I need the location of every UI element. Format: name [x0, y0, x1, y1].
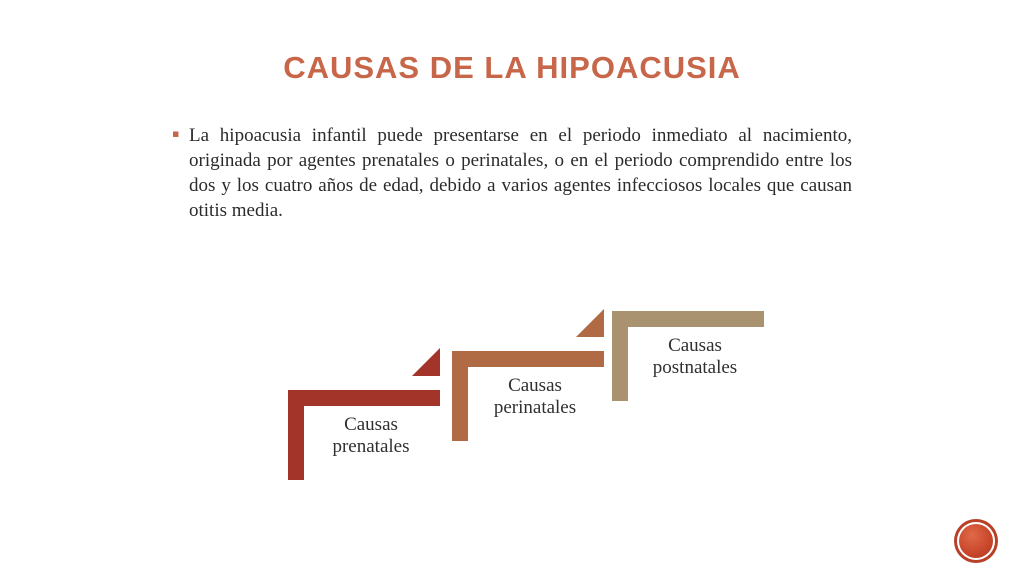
- slide-number-circle-icon: [957, 522, 995, 560]
- step-arrow-tip-perinatal: [576, 309, 604, 337]
- bullet-item: [170, 123, 852, 223]
- step-arrow-tip-prenatal: [412, 348, 440, 376]
- step-label-perinatal: Causas perinatales: [493, 375, 577, 418]
- square-bullet-icon: ▪: [172, 127, 180, 140]
- process-step-prenatal: [288, 348, 440, 480]
- step-label-prenatal: Causas prenatales: [332, 414, 410, 457]
- step-label-postnatal: Causas postnatales: [652, 335, 738, 378]
- bullet-text: La hipoacusia infantil puede presentarse en el periodo inmediato al nacimiento, originada por agentes prenatales o perinatales, o en el periodo comprendido entre los dos y los cuatro años de edad, debido a varios agentes infecciosos locales que causan otitis media.: [189, 125, 852, 221]
- slide-title: CAUSAS DE LA HIPOACUSIA: [283, 50, 741, 85]
- process-step-perinatal: [452, 309, 604, 441]
- process-step-postnatal: [612, 269, 764, 401]
